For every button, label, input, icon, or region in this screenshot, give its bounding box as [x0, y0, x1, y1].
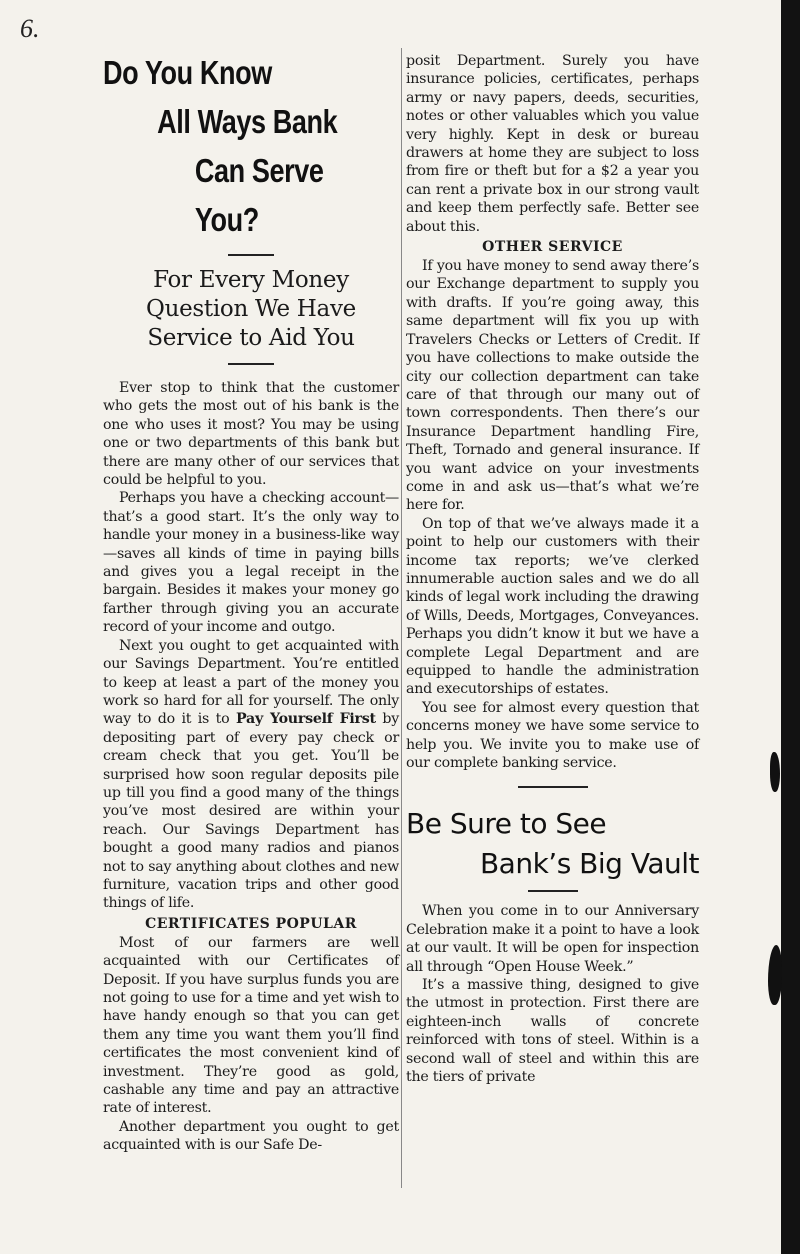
- paragraph-text: by depositing part of every pay check or cream check that you get. You’ll be surprised how soon regular deposits pile up till you find a good many of the things you’ve most desired are within your reach. Our Savings Department has bought a good many radios and pianos not to say anything about clothes and new furniture, vacation trips and other good things of life.: [103, 711, 400, 912]
- paragraph: When you come in to our Anniversary Celebration make it a point to have a look at our vault. It will be open for inspection all through “Open House Week.”: [406, 903, 699, 975]
- paragraph: Another department you ought to get acquainted with is our Safe De-: [103, 1118, 399, 1154]
- paragraph: Perhaps you have a checking account—that’s a good start. It’s the only way to handle your money in a business-like way—saves all kinds of time in paying bills and gives you a legal receipt in the bargain. Besides it makes your money go farther through giving you an accurate record of your income and outgo.: [103, 490, 399, 636]
- paragraph: [103, 637, 399, 913]
- paragraph: You see for almost every question that concerns money we have some service to help you. We invite you to make use of our complete banking service.: [406, 699, 699, 772]
- article1-body: [103, 379, 399, 1155]
- headline-line-2: All Ways Bank: [157, 103, 338, 140]
- page-edge: [781, 0, 800, 1254]
- divider-rule: [528, 890, 578, 892]
- divider-rule: [518, 786, 588, 788]
- headline-line-1: Do You Know: [103, 54, 272, 91]
- paragraph: posit Department. Surely you have insurance policies, certificates, perhaps army or navy papers, deeds, securities, notes or other valuables which you value very highly. Kept in desk or bureau drawers at home they are subject to loss from fire or theft but for a $2 a year you can rent a private box in our strong vault and keep them perfectly safe. Better see about this.: [406, 53, 699, 235]
- headline-line-3: Can Serve You?: [194, 152, 324, 238]
- left-column: [103, 48, 399, 1155]
- headline-line-1: Be Sure to See: [406, 807, 607, 841]
- page-number: 6.: [20, 14, 40, 43]
- paragraph: Most of our farmers are well acquainted with our Certificates of Deposit. If you have surplus funds you are not going to use for a time and yet wish to have handy enough so that you can get them any time you want them you’ll find certificates the most convenient kind of investment. They’re good as gold, cashable any time and pay an attractive rate of interest.: [103, 934, 399, 1117]
- article1-continued: [406, 52, 699, 772]
- paragraph-text: Next you ought to get acquainted with our Savings Department. You’re entitled to keep at least a part of the money you work so hard for all for yourself. The only way to do it is to: [103, 637, 399, 728]
- divider-rule: [228, 363, 274, 365]
- article2-headline: [406, 804, 699, 884]
- article1-subhead: For Every Money Question We Have Service to Aid You: [146, 267, 356, 351]
- column-divider: [401, 48, 402, 1188]
- paragraph: It’s a massive thing, designed to give the utmost in protection. First there are eighteen-inch walls of concrete reinforced with tons of steel. Within is a second wall of steel and within this are the tiers of private: [406, 977, 699, 1086]
- section-heading: CERTIFICATES POPULAR: [145, 915, 357, 932]
- right-column: [406, 52, 699, 1087]
- binding-mark: [770, 752, 780, 792]
- section-heading: OTHER SERVICE: [482, 239, 623, 256]
- paragraph: Ever stop to think that the customer who gets the most out of his bank is the one who uses it most? You may be using one or two departments of this bank but there are many other of our services that could be helpful to you.: [103, 380, 399, 489]
- paragraph: If you have money to send away there’s our Exchange department to supply you with drafts. If you’re going away, this same department will fix you up with Travelers Checks or Letters of Credit. If you have collections to make outside the city our collection department can take care of that through our many out of town correspondents. Then there’s our Insurance Department handling Fire, Theft, Tornado and general insurance. If you want advice on your investments come in and ask us—that’s what we’re here for.: [406, 258, 699, 514]
- headline-line-2: Bank’s Big Vault: [479, 847, 699, 881]
- emphasis-text: Pay Yourself First: [235, 711, 376, 728]
- article2-body: [406, 902, 699, 1086]
- divider-rule: [228, 254, 274, 256]
- article1-headline: [103, 48, 346, 244]
- paragraph: On top of that we’ve always made it a point to help our customers with their income tax reports; we’ve clerked innumerable auction sales and we do all kinds of legal work including the drawing of Wills, Deeds, Mortgages, Conveyances. Perhaps you didn’t know it but we have a complete Legal Department and are equipped to handle the administration and executorships of estates.: [406, 515, 699, 698]
- binding-mark: [768, 945, 782, 1005]
